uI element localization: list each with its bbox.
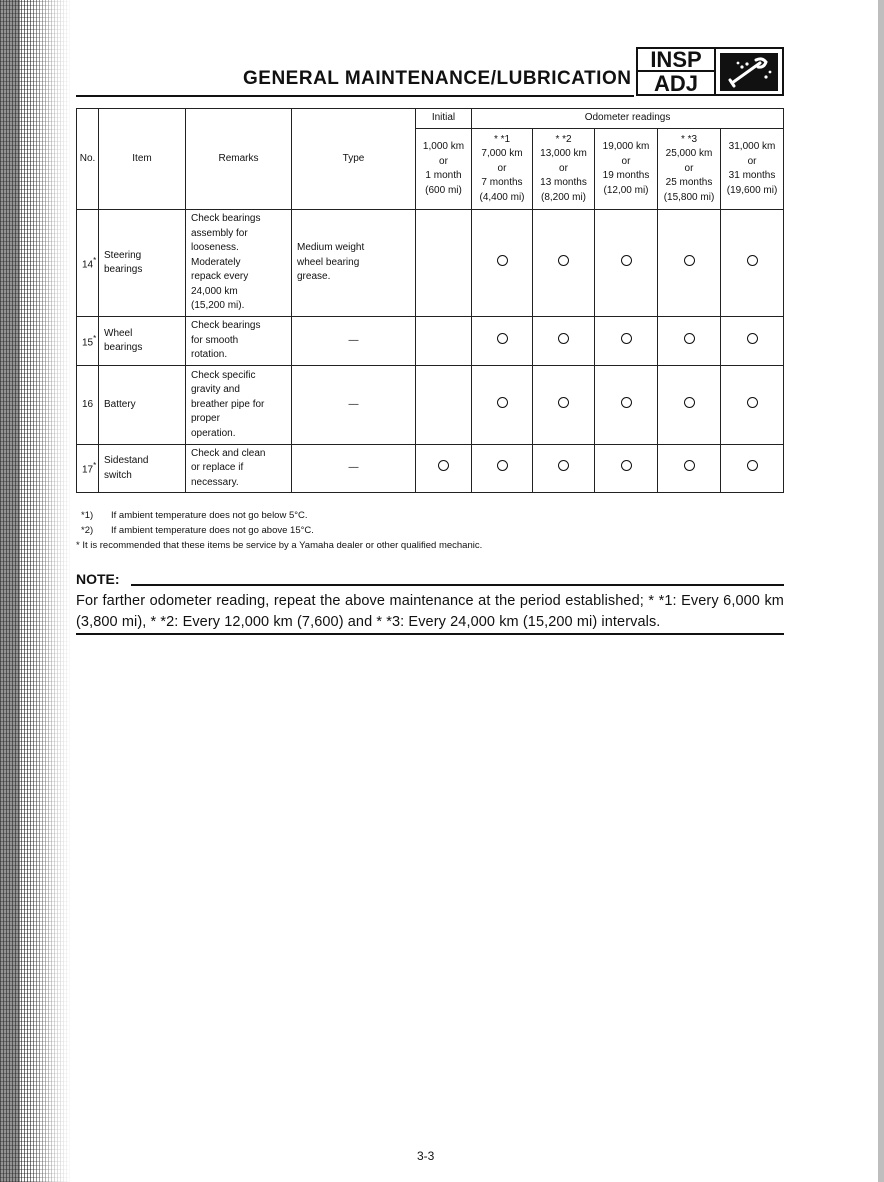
check-circle-icon (497, 333, 508, 344)
interval-check-cell (472, 366, 533, 445)
interval-mi: (600 mi) (425, 184, 462, 196)
interval-check-cell (721, 317, 784, 366)
interval-km: 19,000 km (602, 141, 650, 152)
check-circle-icon (558, 333, 569, 344)
row-star-mark: * (93, 461, 97, 471)
footnote-text: If ambient temperature does not go below 5°C. (111, 510, 308, 521)
interval-months: 19 months (602, 170, 650, 181)
row-star-mark: * (93, 333, 97, 343)
check-circle-icon (497, 460, 508, 471)
maintenance-table (76, 108, 784, 493)
check-circle-icon (558, 460, 569, 471)
remarks-cell-line: Check specific (191, 369, 256, 381)
remarks-cell-line: necessary. (191, 476, 239, 488)
interval-check-cell (721, 210, 784, 317)
header-row-top (77, 109, 784, 129)
interval-or: or (497, 162, 507, 174)
remarks-cell (186, 366, 292, 445)
remarks-cell (186, 210, 292, 317)
check-circle-icon (747, 333, 758, 344)
type-cell (292, 366, 416, 445)
item-cell-line: bearings (104, 264, 143, 275)
row-number-value: 14 (82, 258, 94, 270)
interval-check-cell (595, 445, 658, 493)
interval-check-cell (658, 210, 721, 317)
interval-check-cell (533, 317, 595, 366)
row-number (77, 210, 99, 317)
scan-border-right (878, 0, 884, 1182)
remarks-cell-line: assembly for (191, 227, 248, 239)
interval-cell (721, 129, 784, 210)
interval-check-cell (416, 445, 472, 493)
interval-km: 25,000 km (665, 148, 713, 160)
interval-check-cell (721, 366, 784, 445)
item-cell-line: Wheel (104, 327, 133, 339)
check-circle-icon (684, 333, 695, 344)
check-circle-icon (621, 460, 632, 471)
remarks-cell-line: rotation. (191, 349, 228, 361)
interval-months: 31 months (728, 170, 776, 181)
interval-mi: (8,200 mi) (540, 191, 586, 203)
table-row (77, 366, 784, 445)
interval-mi: (4,400 mi) (479, 191, 525, 203)
remarks-cell-line: for smooth (191, 334, 239, 346)
interval-or: or (621, 155, 631, 167)
interval-cell (595, 129, 658, 210)
interval-mark: * *2 (555, 133, 572, 145)
badge-insp-label: INSP (638, 49, 716, 72)
interval-months: 7 months (481, 177, 523, 189)
remarks-cell-line: Check and clean (191, 447, 266, 459)
remarks-cell-line: proper (191, 413, 220, 425)
interval-or: or (684, 162, 694, 174)
interval-check-cell (416, 317, 472, 366)
row-star-mark: * (93, 255, 97, 265)
type-dash: — (348, 462, 359, 474)
interval-months: 13 months (540, 177, 587, 189)
type-cell (292, 317, 416, 366)
check-circle-icon (684, 460, 695, 471)
footnote-3: * It is recommended that these items be service by a Yamaha dealer or other qualified mechanic. (76, 540, 483, 551)
check-circle-icon (684, 397, 695, 408)
check-circle-icon (684, 255, 695, 266)
interval-check-cell (533, 210, 595, 317)
interval-mi: (19,600 mi) (726, 184, 778, 196)
interval-check-cell (658, 366, 721, 445)
interval-mi: (15,800 mi) (663, 191, 715, 203)
interval-check-cell (472, 210, 533, 317)
footnote-1 (76, 508, 482, 523)
note-label: NOTE: (76, 571, 120, 587)
table-row (77, 445, 784, 493)
remarks-cell-line: Check bearings (191, 320, 261, 332)
footnote-2 (76, 523, 482, 538)
row-number (77, 317, 99, 366)
interval-km: 7,000 km (481, 148, 523, 160)
interval-or: or (439, 155, 448, 167)
footnotes (76, 508, 482, 553)
wrench-icon (720, 53, 778, 91)
interval-cell (472, 129, 533, 210)
check-circle-icon (558, 255, 569, 266)
interval-months: 25 months (665, 177, 713, 189)
item-cell (99, 210, 186, 317)
remarks-cell (186, 317, 292, 366)
interval-km: 1,000 km (422, 141, 465, 152)
interval-months: 1 month (425, 170, 462, 181)
interval-mi: (12,00 mi) (603, 184, 649, 196)
type-cell (292, 445, 416, 493)
footnote-mark: *2) (81, 525, 94, 536)
remarks-cell-line: Moderately (191, 256, 241, 268)
interval-check-cell (658, 317, 721, 366)
note-rule-bottom (76, 633, 784, 635)
check-circle-icon (747, 255, 758, 266)
col-item-header: Item (99, 109, 186, 210)
remarks-cell-line: operation. (191, 427, 236, 439)
remarks-cell-line: (15,200 mi). (191, 300, 245, 312)
col-odometer-header: Odometer readings (472, 109, 784, 129)
interval-check-cell (721, 445, 784, 493)
title-underline (76, 95, 634, 97)
col-initial-header: Initial (416, 109, 472, 129)
row-number-value: 17 (82, 464, 94, 476)
interval-check-cell (595, 317, 658, 366)
page-number: 3-3 (417, 1149, 435, 1163)
item-cell-line: Battery (104, 398, 136, 410)
interval-km: 13,000 km (540, 148, 587, 160)
interval-mark: * *3 (680, 133, 698, 145)
remarks-cell-line: repack every (191, 271, 249, 283)
note-rule-top (131, 584, 784, 586)
table-row (77, 317, 784, 366)
col-type-header: Type (292, 109, 416, 210)
remarks-cell-line: Check bearings (191, 213, 261, 225)
check-circle-icon (621, 255, 632, 266)
row-number (77, 366, 99, 445)
check-circle-icon (621, 397, 632, 408)
check-circle-icon (747, 460, 758, 471)
scan-border-left (0, 0, 20, 1182)
interval-check-cell (416, 210, 472, 317)
item-cell-line: bearings (104, 342, 143, 353)
interval-or: or (747, 155, 757, 167)
check-circle-icon (497, 397, 508, 408)
remarks-cell-line: looseness. (191, 242, 239, 254)
table-row (77, 210, 784, 317)
row-number (77, 445, 99, 493)
interval-check-cell (416, 366, 472, 445)
type-dash: — (348, 398, 359, 410)
interval-check-cell (595, 210, 658, 317)
item-cell-line: Sidestand (104, 455, 149, 466)
interval-check-cell (658, 445, 721, 493)
interval-check-cell (472, 445, 533, 493)
insp-adj-badge (636, 47, 784, 96)
interval-check-cell (533, 445, 595, 493)
item-cell (99, 366, 186, 445)
interval-cell (416, 129, 472, 210)
row-number-value: 16 (82, 398, 94, 410)
note-text: For farther odometer reading, repeat the above maintenance at the period established; * *1: Every 6,000 km (3,800 mi), * *2: Every 12,000 km (7,600) and * *3: Every 24,000 km (15,200 mi) intervals. (76, 593, 784, 630)
check-circle-icon (558, 397, 569, 408)
col-remarks-header: Remarks (186, 109, 292, 210)
item-cell-line: Steering (104, 249, 142, 261)
footnote-mark: *1) (81, 510, 94, 521)
check-circle-icon (747, 397, 758, 408)
interval-check-cell (595, 366, 658, 445)
type-cell-line: wheel bearing (297, 256, 360, 268)
page-title: GENERAL MAINTENANCE/LUBRICATION (243, 68, 632, 89)
remarks-cell-line: 24,000 km (191, 285, 238, 297)
remarks-cell-line: gravity and (191, 384, 240, 396)
check-circle-icon (438, 460, 449, 471)
type-cell-line: Medium weight (297, 242, 365, 254)
item-cell (99, 445, 186, 493)
interval-cell (658, 129, 721, 210)
interval-check-cell (533, 366, 595, 445)
item-cell-line: switch (104, 469, 132, 481)
interval-km: 31,000 km (728, 141, 776, 152)
footnote-text: If ambient temperature does not go above 15°C. (111, 525, 314, 536)
type-cell-line: grease. (297, 271, 331, 283)
interval-check-cell (472, 317, 533, 366)
check-circle-icon (497, 255, 508, 266)
col-no-header: No. (77, 109, 99, 210)
remarks-cell-line: or replace if (191, 462, 244, 474)
interval-mark: * *1 (493, 133, 511, 145)
type-cell (292, 210, 416, 317)
remarks-cell-line: breather pipe for (191, 398, 265, 410)
type-dash: — (348, 334, 359, 346)
badge-adj-label: ADJ (638, 72, 716, 96)
interval-cell (533, 129, 595, 210)
interval-or: or (559, 162, 568, 174)
item-cell (99, 317, 186, 366)
remarks-cell (186, 445, 292, 493)
check-circle-icon (621, 333, 632, 344)
row-number-value: 15 (82, 336, 94, 348)
